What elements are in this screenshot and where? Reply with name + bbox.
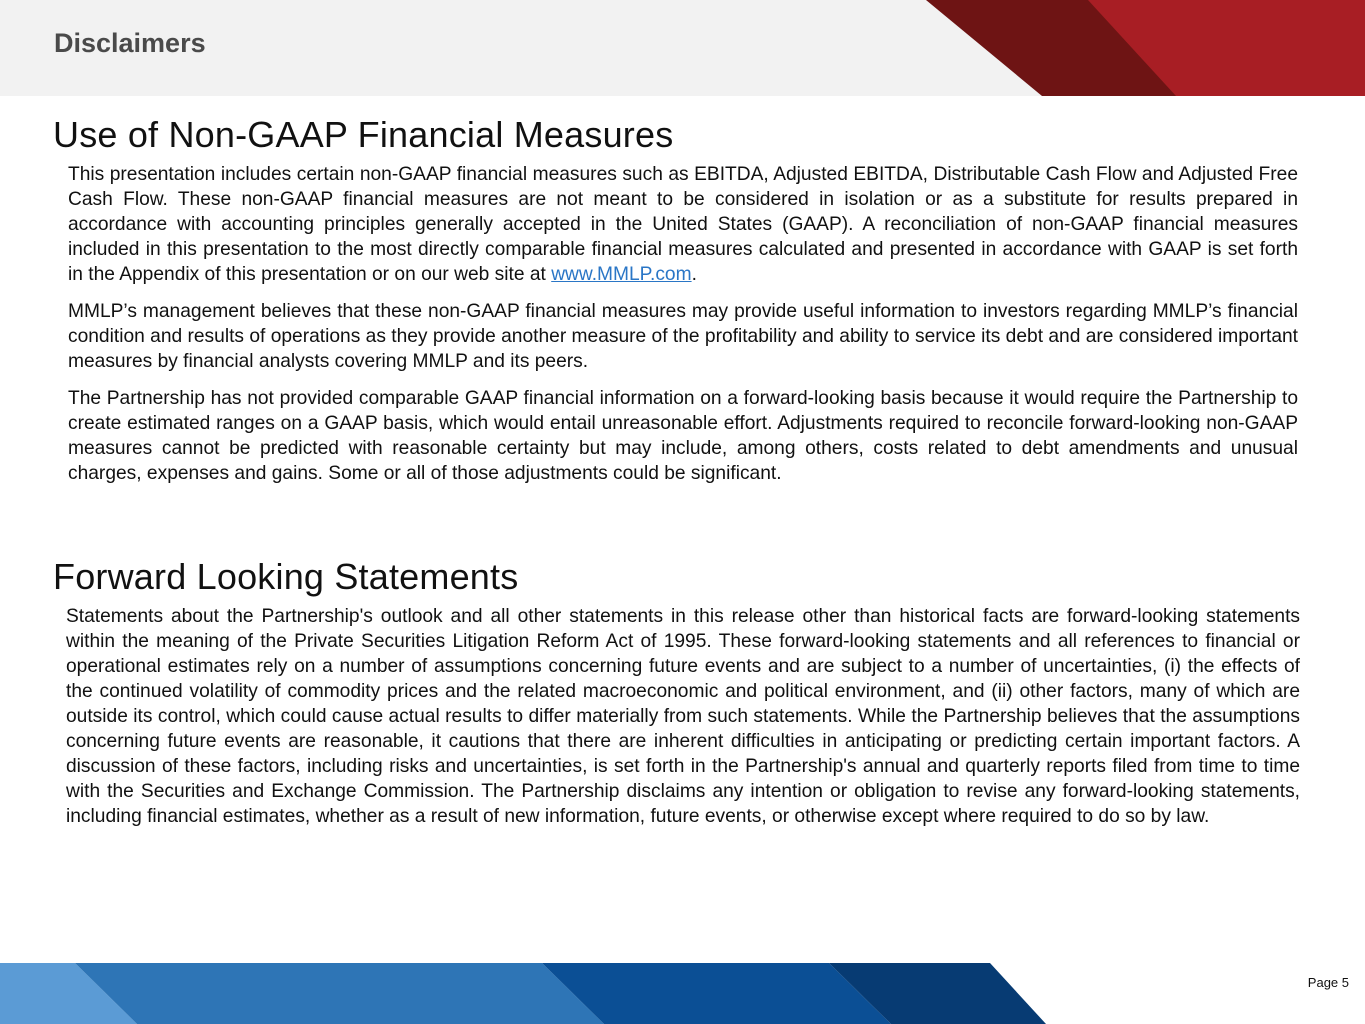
paragraph-text-end: . bbox=[691, 264, 697, 285]
footer-blue-shape bbox=[75, 963, 604, 1024]
paragraph: The Partnership has not provided comparable GAAP financial information on a forward-looking basis because it would require the Partnership to create estimated ranges on a GAAP basis, which would entail unreasonable effort. Adjustments required to reconcile forward-looking non-GAAP measures cannot be predicted with reasonable certainty but may include, among others, costs related to debt amendments and unusual charges, expenses and gains. Some or all of those adjustments could be significant. bbox=[68, 388, 1298, 484]
paragraph bbox=[68, 162, 1298, 287]
section-heading-non-gaap: Use of Non-GAAP Financial Measures bbox=[53, 114, 674, 155]
page-title: Disclaimers bbox=[54, 28, 206, 58]
non-gaap-section-body bbox=[68, 162, 1298, 498]
paragraph: MMLP’s management believes that these non-GAAP financial measures may provide useful information to investors regarding MMLP’s financial condition and results of operations as they provide another measure of the profitability and ability to service its debt and are considered important measures by financial analysts covering MMLP and its peers. bbox=[68, 301, 1298, 372]
mmlp-website-link[interactable]: www.MMLP.com bbox=[551, 264, 692, 285]
footer-decoration bbox=[0, 963, 1365, 1024]
forward-looking-section-body bbox=[66, 604, 1300, 841]
section-heading-forward-looking: Forward Looking Statements bbox=[53, 556, 519, 597]
paragraph: Statements about the Partnership's outlook and all other statements in this release other than historical facts are forward-looking statements within the meaning of the Private Securities Litigation Reform Act of 1995. These forward-looking statements and all references to financial or operational estimates rely on a number of assumptions concerning future events and are subject to a number of uncertainties, (i) the effects of the continued volatility of commodity prices and the related macroeconomic and political environment, and (ii) other factors, many of which are outside its control, which could cause actual results to differ materially from such statements. While the Partnership believes that the assumptions concerning future events are reasonable, it cautions that there are inherent difficulties in anticipating or predicting certain important factors. A discussion of these factors, including risks and uncertainties, is set forth in the Partnership's annual and quarterly reports filed from time to time with the Securities and Exchange Commission. The Partnership disclaims any intention or obligation to revise any forward-looking statements, including financial estimates, whether as a result of new information, future events, or otherwise except where required to do so by law. bbox=[66, 606, 1300, 827]
page-number: Page 5 bbox=[1307, 975, 1349, 990]
paragraph-text: This presentation includes certain non-GAAP financial measures such as EBITDA, Adjusted EBITDA, Distributable Cash Flow and Adjusted Free Cash Flow. These non-GAAP financial measures are not meant to be considered in isolation or as a substitute for results prepared in accordance with accounting principles generally accepted in the United States (GAAP). A reconciliation of non-GAAP financial measures included in this presentation to the most directly comparable financial measures calculated and presented in accordance with GAAP is set forth in the Appendix of this presentation or on our web site at bbox=[68, 164, 1298, 285]
